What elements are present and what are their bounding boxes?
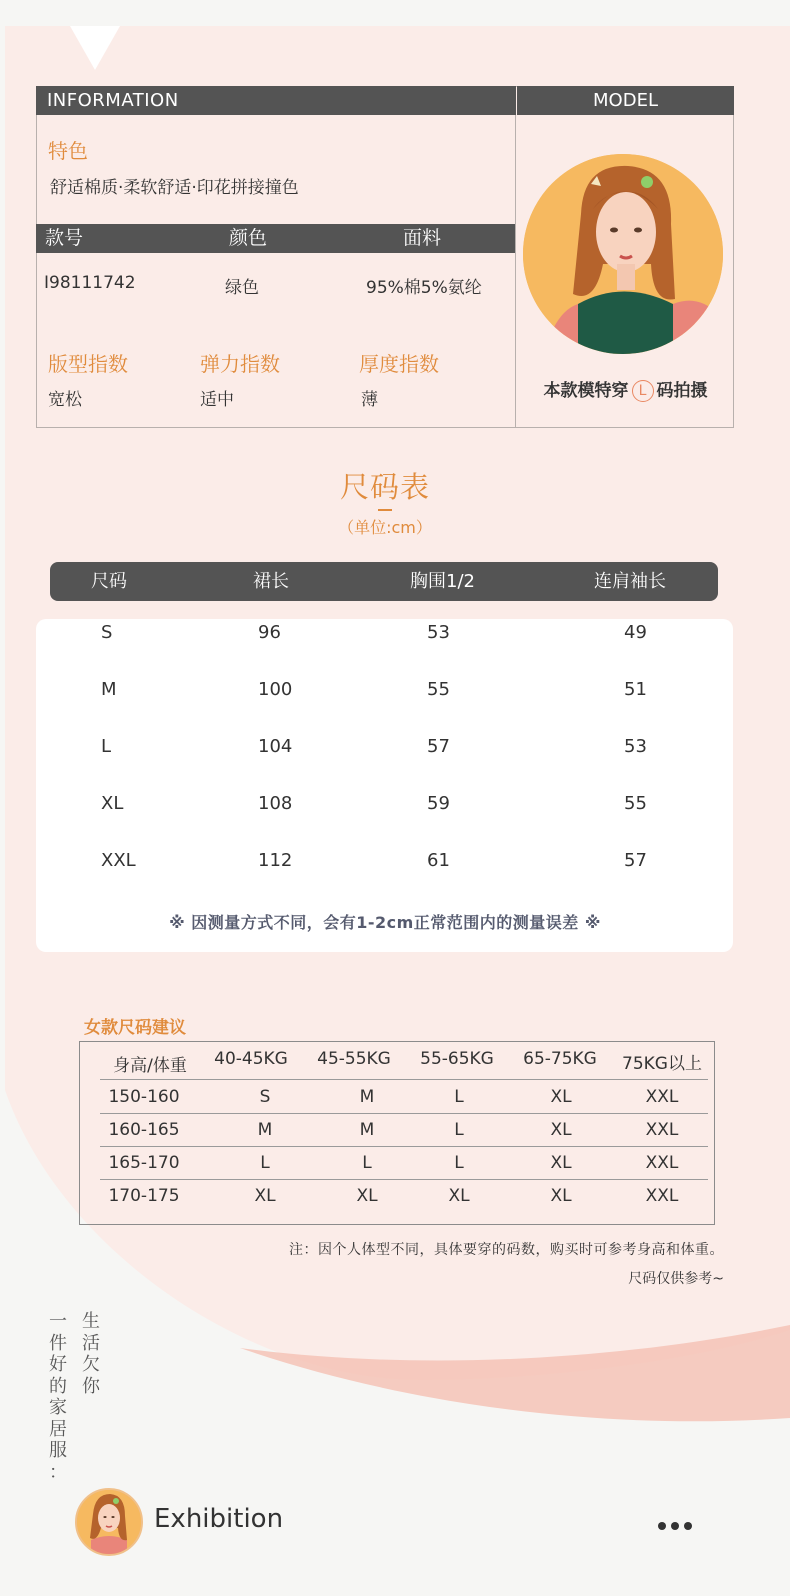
feature-title: 特色: [48, 139, 88, 163]
spec-value-fabric: 95%棉5%氨纶: [366, 278, 482, 298]
rec-cell: XL: [550, 1153, 572, 1173]
spec-value-color: 绿色: [225, 278, 259, 298]
size-cell: 51: [624, 679, 647, 700]
recommendation-note-2: 尺码仅供参考~: [628, 1271, 724, 1287]
index-header-fit: 版型指数: [48, 352, 128, 376]
rec-row-divider: [100, 1113, 708, 1114]
feature-text: 舒适棉质·柔软舒适·印花拼接撞色: [50, 178, 299, 198]
rec-cell: 170-175: [108, 1186, 180, 1206]
size-col-sleeve: 连肩袖长: [594, 571, 666, 592]
slogan-char: ：: [49, 1461, 67, 1483]
rec-cell: L: [362, 1153, 372, 1173]
rec-cell: XL: [356, 1186, 378, 1206]
slogan-char: 件: [49, 1332, 67, 1354]
slogan-char: 好: [49, 1354, 67, 1375]
rec-cell: L: [454, 1153, 464, 1173]
rec-col-header: 身高/体重: [113, 1056, 187, 1076]
model-note-post: 码拍摄: [656, 381, 708, 401]
rec-col-header: 55-65KG: [420, 1049, 494, 1069]
size-cell: 112: [258, 850, 293, 871]
size-cell: 55: [427, 679, 450, 700]
index-value-thickness: 薄: [361, 390, 378, 410]
size-cell: XXL: [101, 850, 136, 871]
rec-cell: M: [359, 1087, 375, 1107]
size-cell: 104: [258, 736, 293, 757]
exhibition-avatar: [75, 1488, 143, 1556]
rec-cell: XL: [550, 1120, 572, 1140]
slogan-column-left: [48, 1311, 68, 1483]
slogan-char: 居: [49, 1418, 67, 1440]
size-col-bust: 胸围1/2: [410, 571, 475, 592]
model-note-pre: 本款模特穿: [543, 381, 629, 401]
rec-cell: XL: [254, 1186, 276, 1206]
slogan-column-right: [81, 1311, 101, 1397]
size-cell: 53: [427, 622, 450, 643]
slogan-char: 活: [82, 1332, 100, 1354]
size-cell: L: [101, 736, 112, 757]
spec-header-bar: [36, 224, 515, 253]
size-cell: 57: [427, 736, 450, 757]
title-dash: [378, 509, 392, 511]
size-cell: 96: [258, 622, 281, 643]
rec-row-divider: [100, 1079, 708, 1080]
rec-col-header: 75KG以上: [622, 1054, 702, 1074]
size-col-size: 尺码: [91, 571, 127, 592]
rec-cell: XXL: [645, 1120, 679, 1140]
rec-cell: M: [359, 1120, 375, 1140]
index-header-stretch: 弹力指数: [200, 352, 280, 376]
rec-row-divider: [100, 1146, 708, 1147]
size-cell: M: [101, 679, 117, 700]
rec-cell: 160-165: [108, 1120, 180, 1140]
information-header: INFORMATION: [36, 86, 516, 115]
rec-cell: XXL: [645, 1153, 679, 1173]
index-header-thickness: 厚度指数: [359, 352, 439, 376]
size-cell: 61: [427, 850, 450, 871]
rec-col-header: 40-45KG: [214, 1049, 288, 1069]
spec-header-fabric: 面料: [403, 227, 442, 249]
rec-cell: M: [257, 1120, 273, 1140]
slogan-char: 服: [49, 1440, 67, 1461]
rec-cell: XXL: [645, 1186, 679, 1206]
spec-header-color: 颜色: [229, 227, 268, 249]
more-icon[interactable]: [658, 1515, 697, 1534]
spec-value-style-no: I98111742: [44, 273, 136, 293]
measurement-note: ※ 因测量方式不同，会有1-2cm正常范围内的测量误差 ※: [169, 913, 601, 932]
size-cell: 100: [258, 679, 293, 700]
panel-divider: [515, 86, 516, 428]
model-size-note: [517, 376, 734, 402]
size-cell: 59: [427, 793, 450, 814]
size-cell: 108: [258, 793, 293, 814]
slogan-char: 你: [82, 1375, 100, 1397]
recommendation-note: 注：因个人体型不同，具体要穿的码数，购买时可参考身高和体重。: [289, 1242, 724, 1258]
rec-cell: L: [454, 1087, 464, 1107]
rec-cell: 150-160: [108, 1087, 180, 1107]
slogan-char: 一: [49, 1311, 67, 1332]
slogan-char: 生: [82, 1311, 100, 1332]
rec-cell: XL: [550, 1186, 572, 1206]
model-photo: [523, 154, 723, 354]
slogan-char: 欠: [82, 1354, 100, 1375]
size-chart-title: 尺码表: [339, 470, 430, 504]
rec-col-header: 45-55KG: [317, 1049, 391, 1069]
rec-cell: XXL: [645, 1087, 679, 1107]
size-table: [36, 619, 733, 952]
size-cell: 49: [624, 622, 647, 643]
size-cell: XL: [101, 793, 124, 814]
rec-cell: L: [260, 1153, 270, 1173]
spec-header-style-no: 款号: [45, 227, 84, 249]
exhibition-title: Exhibition: [154, 1504, 284, 1534]
slogan-char: 家: [49, 1397, 67, 1418]
size-cell: S: [101, 622, 113, 643]
size-cell: 53: [624, 736, 647, 757]
rec-cell: XL: [550, 1087, 572, 1107]
rec-cell: L: [454, 1120, 464, 1140]
index-value-stretch: 适中: [200, 390, 234, 410]
index-value-fit: 宽松: [48, 390, 82, 410]
size-cell: 55: [624, 793, 647, 814]
size-col-length: 裙长: [253, 571, 289, 592]
rec-row-divider: [100, 1179, 708, 1180]
rec-cell: S: [259, 1087, 271, 1107]
rec-cell: 165-170: [108, 1153, 180, 1173]
slogan-char: 的: [49, 1375, 67, 1397]
recommendation-title: 女款尺码建议: [84, 1018, 186, 1038]
size-chart-unit: （单位:cm）: [338, 518, 432, 537]
rec-col-header: 65-75KG: [523, 1049, 597, 1069]
rec-cell: XL: [448, 1186, 470, 1206]
model-header: MODEL: [517, 86, 734, 115]
model-size-badge: L: [632, 380, 654, 402]
size-cell: 57: [624, 850, 647, 871]
